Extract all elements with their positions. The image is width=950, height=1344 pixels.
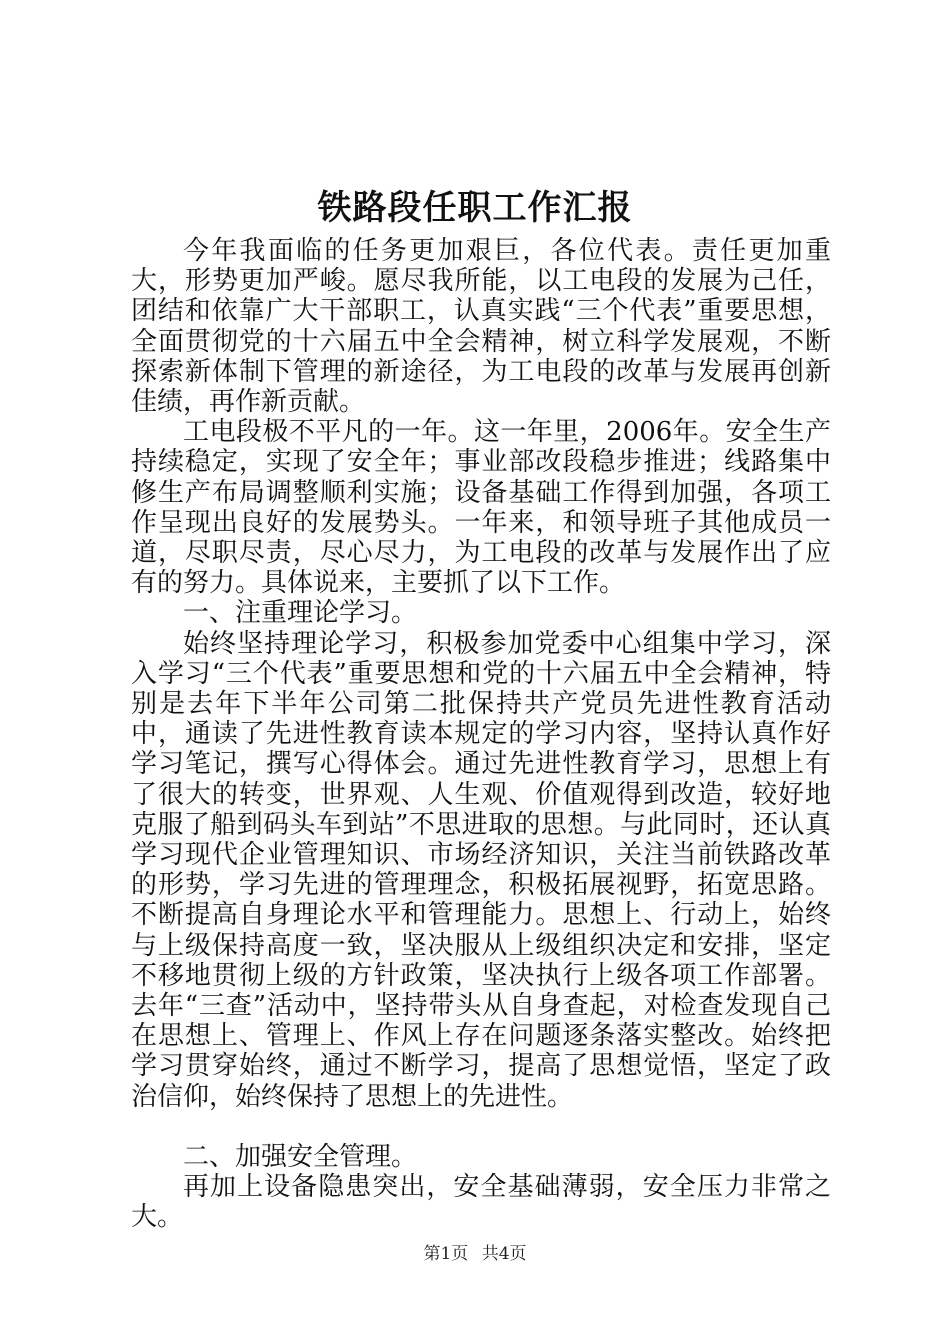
document-title: 铁路段任职工作汇报 bbox=[317, 188, 633, 228]
page-number: 第1页 bbox=[423, 1244, 469, 1264]
page-total: 共4页 bbox=[481, 1244, 527, 1264]
page-footer bbox=[0, 1243, 950, 1265]
paragraph-gap bbox=[131, 1112, 831, 1142]
document-body bbox=[131, 236, 831, 1233]
paragraph-year-review: 工电段极不平凡的一年。这一年里，2006年。安全生产持续稳定，实现了安全年；事业部改段稳步推进；线路集中修生产布局调整顺利实施；设备基础工作得到加强，各项工作呈现出良好的发展势头。一年来，和领导班子其他成员一道，尽职尽责，尽心尽力，为工电段的改革与发展作出了应有的努力。具体说来，主要抓了以下工作。 bbox=[131, 417, 831, 599]
paragraph-intro: 今年我面临的任务更加艰巨，各位代表。责任更加重大，形势更加严峻。愿尽我所能，以工电段的发展为己任，团结和依靠广大干部职工，认真实践“三个代表”重要思想，全面贯彻党的十六届五中全会精神，树立科学发展观，不断探索新体制下管理的新途径，为工电段的改革与发展再创新佳绩，再作新贡献。 bbox=[131, 236, 831, 418]
section-heading-safety-management: 二、加强安全管理。 bbox=[183, 1141, 418, 1172]
paragraph-safety-management: 再加上设备隐患突出，安全基础薄弱，安全压力非常之大。 bbox=[131, 1172, 831, 1233]
paragraph-theory-study: 始终坚持理论学习，积极参加党委中心组集中学习，深入学习“三个代表”重要思想和党的十六届五中全会精神，特别是去年下半年公司第二批保持共产党员先进性教育活动中，通读了先进性教育读本规定的学习内容，坚持认真作好学习笔记，撰写心得体会。通过先进性教育学习，思想上有了很大的转变，世界观、人生观、价值观得到改造，较好地克服了船到码头车到站”不思进取的思想。与此同时，还认真学习现代企业管理知识、市场经济知识，关注当前铁路改革的形势，学习先进的管理理念，积极拓展视野，拓宽思路。不断提高自身理论水平和管理能力。思想上、行动上，始终与上级保持高度一致，坚决服从上级组织决定和安排，坚定不移地贯彻上级的方针政策，坚决执行上级各项工作部署。去年“三查”活动中，坚持带头从自身查起，对检查发现自己在思想上、管理上、作风上存在问题逐条落实整改。始终把学习贯穿始终，通过不断学习，提高了思想觉悟，坚定了政治信仰，始终保持了思想上的先进性。 bbox=[131, 628, 831, 1112]
section-heading-theory-study: 一、注重理论学习。 bbox=[183, 598, 418, 629]
